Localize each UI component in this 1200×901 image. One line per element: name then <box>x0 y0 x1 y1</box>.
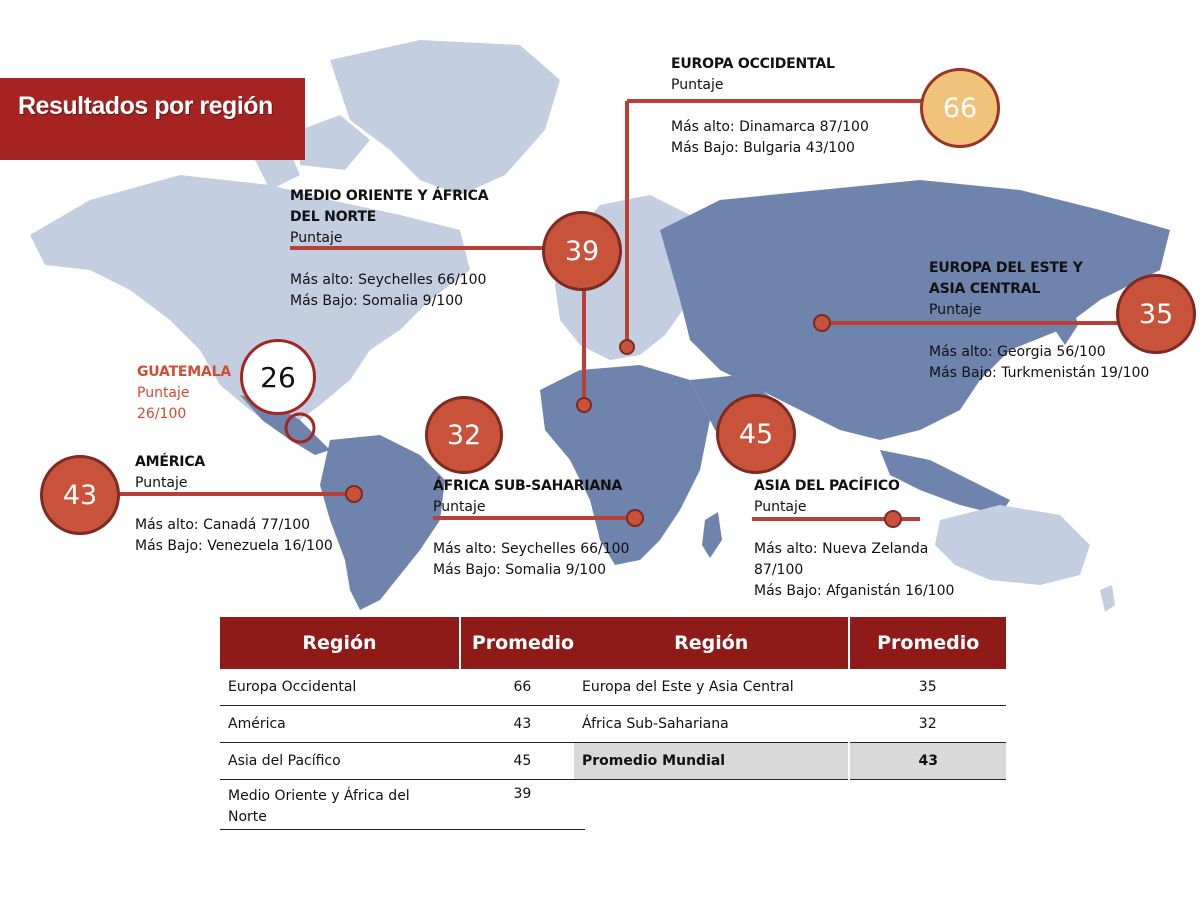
region-name-line2: ASIA CENTRAL <box>929 281 1041 297</box>
annotation-europa-occidental <box>671 54 869 159</box>
region-cell-line1: Medio Oriente y África del <box>228 788 410 804</box>
page-title: Resultados por región <box>18 92 273 120</box>
region-name-line1: MEDIO ORIENTE Y ÁFRICA <box>290 188 489 204</box>
lowest-score: Más Bajo: Bulgaria 43/100 <box>671 140 855 156</box>
header-region: Región <box>574 617 849 669</box>
marker-america <box>346 486 362 502</box>
score-label: Puntaje <box>433 499 486 515</box>
land-australia <box>935 505 1090 585</box>
lowest-score: Más Bajo: Somalia 9/100 <box>290 293 464 309</box>
score-label: Puntaje <box>671 77 724 93</box>
region-name: ÁFRICA SUB-SAHARIANA <box>433 478 623 494</box>
header-region: Región <box>220 617 460 669</box>
score-value: 26/100 <box>137 406 187 422</box>
annotation-medio-oriente <box>290 186 488 312</box>
table-row <box>574 706 1006 743</box>
highest-score: Más alto: Seychelles 66/100 <box>290 272 487 288</box>
average-cell: 35 <box>849 669 1006 706</box>
score-bubble-medio-oriente: 39 <box>542 211 622 291</box>
table-row <box>574 669 1006 706</box>
average-cell: 39 <box>460 780 585 830</box>
region-cell: Promedio Mundial <box>574 743 849 780</box>
land-greenland <box>330 40 560 195</box>
lowest-score: Más Bajo: Venezuela 16/100 <box>135 538 333 554</box>
average-cell: 43 <box>460 706 585 743</box>
annotation-america <box>135 452 333 557</box>
region-name: EUROPA OCCIDENTAL <box>671 56 835 72</box>
table-row-total <box>574 743 1006 780</box>
region-cell: África Sub-Sahariana <box>574 706 849 743</box>
region-cell: América <box>220 706 460 743</box>
region-cell: Asia del Pacífico <box>220 743 460 780</box>
region-cell <box>220 780 460 830</box>
lowest-score: Más Bajo: Somalia 9/100 <box>433 562 607 578</box>
table-row <box>220 780 585 830</box>
score-label: Puntaje <box>290 230 343 246</box>
region-name-line2: DEL NORTE <box>290 209 377 225</box>
score-label: Puntaje <box>135 475 188 491</box>
score-label: Puntaje <box>137 385 190 401</box>
table-header-row <box>574 617 1006 669</box>
land-south-america <box>320 435 445 610</box>
table-header-row <box>220 617 585 669</box>
highest-score: Más alto: Dinamarca 87/100 <box>671 119 869 135</box>
annotation-africa-sub <box>433 476 629 581</box>
marker-europa-occidental <box>620 340 634 354</box>
region-cell-line2: Norte <box>228 809 267 825</box>
highest-score-line1: Más alto: Nueva Zelanda <box>754 541 929 557</box>
score-bubble-asia-pacifico: 45 <box>716 394 796 474</box>
highest-score-line2: 87/100 <box>754 562 804 578</box>
score-label: Puntaje <box>754 499 807 515</box>
region-name-line1: EUROPA DEL ESTE Y <box>929 260 1083 276</box>
region-name: ASIA DEL PACÍFICO <box>754 478 900 494</box>
highest-score: Más alto: Seychelles 66/100 <box>433 541 630 557</box>
table-row <box>220 706 585 743</box>
results-table-left <box>220 617 585 830</box>
average-cell: 43 <box>849 743 1006 780</box>
lowest-score: Más Bajo: Turkmenistán 19/100 <box>929 365 1150 381</box>
score-bubble-africa-sub: 32 <box>425 396 503 474</box>
region-cell: Europa del Este y Asia Central <box>574 669 849 706</box>
region-name: AMÉRICA <box>135 454 206 470</box>
score-bubble-guatemala: 26 <box>240 339 316 415</box>
marker-medio-oriente <box>577 398 591 412</box>
page-title-banner <box>0 78 305 160</box>
header-average: Promedio <box>849 617 1006 669</box>
marker-europa-este <box>814 315 830 331</box>
land-madagascar <box>702 512 722 558</box>
annotation-asia-pacifico <box>754 476 954 602</box>
country-name: GUATEMALA <box>137 364 232 380</box>
results-table-right <box>574 617 1006 780</box>
table-row <box>220 743 585 780</box>
annotation-guatemala <box>137 362 231 425</box>
highest-score: Más alto: Georgia 56/100 <box>929 344 1106 360</box>
score-bubble-europa-occidental: 66 <box>920 68 1000 148</box>
score-bubble-europa-este: 35 <box>1116 274 1196 354</box>
header-average: Promedio <box>460 617 585 669</box>
region-cell: Europa Occidental <box>220 669 460 706</box>
average-cell: 66 <box>460 669 585 706</box>
highest-score: Más alto: Canadá 77/100 <box>135 517 311 533</box>
land-new-zealand <box>1100 585 1115 612</box>
score-label: Puntaje <box>929 302 982 318</box>
average-cell: 45 <box>460 743 585 780</box>
table-row <box>220 669 585 706</box>
average-cell: 32 <box>849 706 1006 743</box>
score-bubble-america: 43 <box>40 455 120 535</box>
lowest-score: Más Bajo: Afganistán 16/100 <box>754 583 955 599</box>
